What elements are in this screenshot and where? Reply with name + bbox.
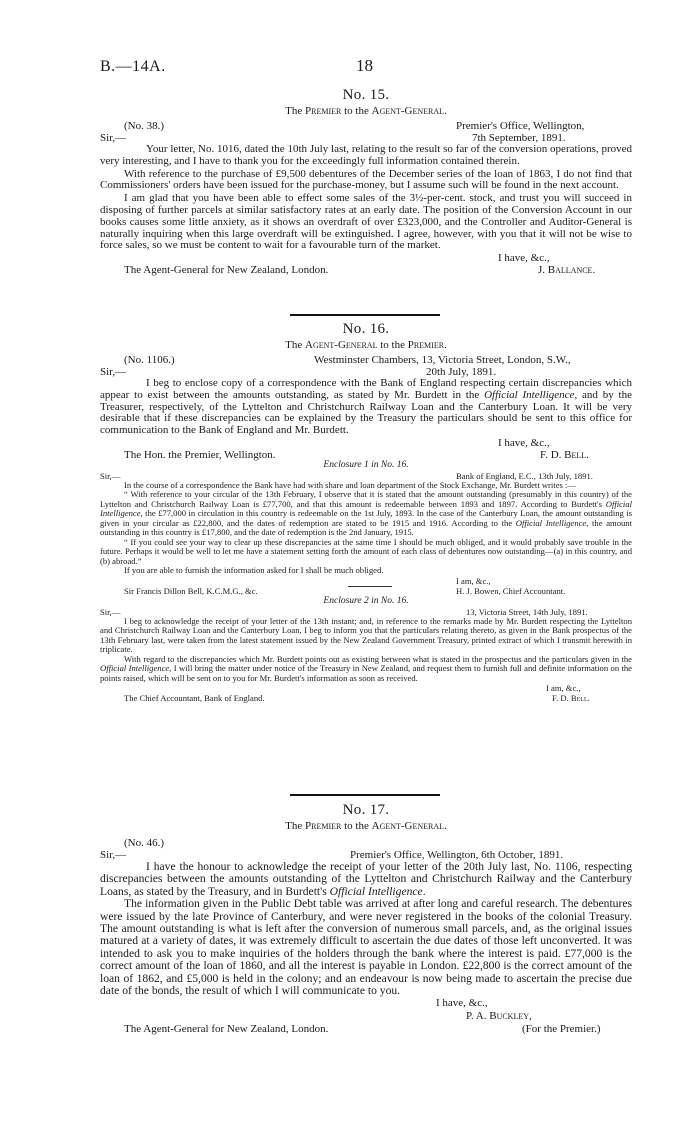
addressee: The Agent-General for New Zealand, London.: [124, 264, 329, 277]
letter-ref: (No. 46.): [124, 837, 165, 849]
signature: H. J. Bowen, Chief Accountant.: [456, 585, 566, 596]
paragraph: I have the honour to acknowledge the receipt of your letter of the 20th July last, No. 1106, respecting discrepancies between the amounts outstanding of the Lyttelton and Christchurch Railway and the Canterbury Loans, as stated by the Treasury, and in Burdett's Official Intelligence.: [100, 860, 632, 898]
signature-note: (For the Premier.): [522, 1023, 601, 1036]
letter-date: 20th July, 1891.: [426, 366, 497, 378]
paragraph: The information given in the Public Debt table was arrived at after long and careful research. The debentures were issued by the late Province of Canterbury, and were never registered in the books of the colonial Treasury. The amount outstanding is what is left after the conversion of numerous small parcels, and, as the original issues matured at a variety of dates, it was extremely difficult to ascertain the due dates of those left unconverted. It was intended to ask you to make inquiries of the holders through the bank where the interest is paid. £77,000 is the correct amount of the loan of 1860, and all the interest is payable in London. £22,800 is the correct amount of the loan of 1862, and £5,000 is held in the colony; and an endeavour is now being made to ascertain the precise due date of the bonds, the result of which I will communicate to you.: [100, 897, 632, 998]
signature: F. D. Bell.: [552, 693, 590, 704]
addressee: Sir Francis Dillon Bell, K.C.M.G., &c.: [124, 585, 258, 596]
letter-ref: (No. 1106.): [124, 354, 175, 366]
letter-date: 7th September, 1891.: [472, 132, 566, 144]
section-rule: [290, 314, 440, 316]
salutation: Sir,—: [100, 606, 121, 617]
enclosure-place: 13, Victoria Street, 14th July, 1891.: [466, 606, 588, 617]
addressee: The Chief Accountant, Bank of England.: [124, 693, 265, 704]
letter-office: Premier's Office, Wellington,: [456, 120, 585, 132]
letter-route: The Agent-General to the Premier.: [285, 339, 447, 351]
paragraph: I beg to enclose copy of a correspondence with the Bank of England respecting certain discrepancies which appear to exist between the amounts outstanding, as stated by Mr. Burdett in the Official Intelligence, and by the Treasurer, respectively, of the Lyttelton and Christchurch Railway Loan and the Canterbury Loan. It will be very desirable that if these discrepancies can be explained by the Treasury the particulars should be sent to this office for communication to the Bank of England and Mr. Burdett.: [100, 377, 632, 437]
letter-office: Westminster Chambers, 13, Victoria Street, London, S.W.,: [314, 354, 571, 366]
addressee: The Hon. the Premier, Wellington.: [124, 448, 276, 461]
paragraph: With reference to the purchase of £9,500 debentures of the December series of the loan of 1863, I do not find that Commissioners' orders have been issued for the purchase-money, but I assume such will be found in the next account.: [100, 167, 632, 192]
letter-no-17: [100, 801, 632, 1036]
paragraph: I beg to acknowledge the receipt of your letter of the 13th instant; and, in reference to the remarks made by Mr. Burdett respecting the Lyttelton and Christchurch Railway Loan and the Canterbury Loan, I beg to inform you that the particulars relating thereto, as given in the Bank prospectus of the 13th February last, were taken from the latest statement issued by the New Zealand Government Treasury, printed extract of which I transmit herewith in triplicate.: [100, 615, 632, 655]
salutation: Sir,—: [100, 132, 127, 144]
quote-paragraph: “ With reference to your circular of the 13th February, I observe that it is stated that the amount outstanding (presumably in this country) of the Lyttelton and Christchurch Railway Loan is £77,700, and that this amount is redeemable between 1893 and 1897. According to Burdett's Official Intelligence, the £77,000 in circulation in this country is redeemable on the 1st July, 1893. In the case of the Canterbury Loan, the amount outstanding is given in your circular as £22,800, and the dates of redemption are stated to be 1915 and 1916. According to the Official Intelligence, the amount outstanding in this country is £17,800, and the date of redemption is the 2nd January, 1915.: [100, 489, 632, 538]
closing: I am, &c.,: [546, 683, 581, 694]
letter-number: No. 15.: [342, 87, 390, 103]
salutation: Sir,—: [100, 470, 121, 481]
signature: F. D. Bell.: [540, 448, 589, 461]
enclosure-place: Bank of England, E.C., 13th July, 1891.: [456, 470, 593, 481]
addressee: The Agent-General for New Zealand, London.: [124, 1023, 329, 1036]
letter-office-date: Premier's Office, Wellington, 6th October, 1891.: [350, 849, 564, 861]
letter-number: No. 17.: [342, 802, 390, 818]
salutation: Sir,—: [100, 849, 127, 861]
closing: I have, &c.,: [436, 997, 488, 1010]
letter-no-15: [100, 86, 632, 276]
enclosure-title: Enclosure 2 in No. 16.: [323, 595, 409, 606]
closing: I am, &c.,: [456, 575, 491, 586]
closing: I have, &c.,: [498, 436, 550, 449]
section-rule: [290, 794, 440, 796]
paragraph: I am glad that you have been able to effect some sales of the 3½-per-cent. stock, and trust you will succeed in disposing of further parcels at similar satisfactory rates at an early date. The position of the Conversion Account in our books causes some little anxiety, as it shows an overdraft of over £323,000, and the Controller and Auditor-General is naturally inquiring when this large overdraft will be extinguished. I agree, however, with you that it will not be wise to force sales, so we must be content to wait for a favourable turn of the market.: [100, 192, 632, 252]
paragraph: If you are able to furnish the information asked for I shall be much obliged.: [124, 565, 384, 576]
letter-route: The Premier to the Agent-General.: [285, 820, 447, 832]
salutation: Sir,—: [100, 366, 127, 378]
paragraph: In the course of a correspondence the Bank have had with share and loan department of the Stock Exchange, Mr. Burdett writes :—: [124, 479, 576, 490]
page-number: 18: [356, 56, 373, 75]
letter-no-16: [100, 320, 632, 703]
letter-route: The Premier to the Agent-General.: [285, 105, 447, 117]
report-code: B.—14A.: [100, 58, 166, 75]
enclosure-title: Enclosure 1 in No. 16.: [323, 459, 409, 470]
closing: I have, &c.,: [498, 252, 550, 265]
paragraph: Your letter, No. 1016, dated the 10th July last, relating to the result so far of the conversion operations, proved very interesting, and I have to thank you for the exceedingly full information contained therein.: [100, 143, 632, 167]
signature: P. A. Buckley,: [466, 1010, 532, 1023]
letter-number: No. 16.: [342, 321, 390, 337]
paragraph: With regard to the discrepancies which Mr. Burdett points out as existing between what is stated in the prospectus and the particulars given in the Official Intelligence, I will bring the matter under notice of the Treasury in New Zealand, and request them to furnish full and definite information on the points raised, which will be sent on to you for Mr. Burdett's information as soon as received.: [100, 653, 632, 683]
letter-ref: (No. 38.): [124, 120, 165, 132]
quote-paragraph: “ If you could see your way to clear up these discrepancies at the same time I should be much obliged, and it would probably save trouble in the future. Perhaps it would be well to let me have a statement setting forth the amount of each class of debentures now outstanding—(a) in this country, and (b) abroad.”: [100, 536, 632, 566]
signature: J. Ballance.: [538, 264, 596, 277]
